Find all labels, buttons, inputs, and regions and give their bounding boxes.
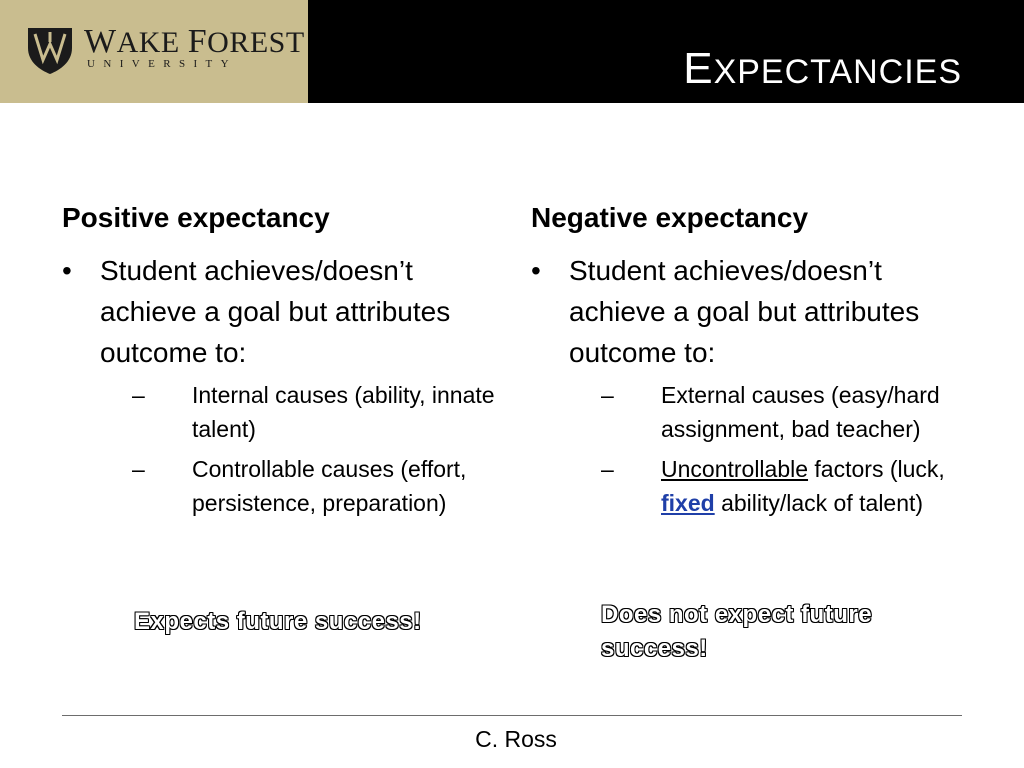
negative-bullet-text: Student achieves/doesn’t achieve a goal but attributes outcome to: [569,255,920,368]
list-item: – Controllable causes (effort, persistence, preparation) [62,452,502,520]
positive-callout: Expects future success! [134,608,422,635]
negative-heading: Negative expectancy [531,202,809,233]
dash-marker: – [601,382,614,408]
negative-sub-list [531,378,971,520]
dash-marker: – [132,456,145,482]
footer-divider [62,715,962,716]
list-item: – Internal causes (ability, innate talent) [62,378,502,446]
positive-bullet [62,250,502,373]
footer-author: C. Ross [475,726,557,752]
shield-icon [24,24,76,76]
positive-expectancy-column [62,200,502,526]
positive-sub-list [62,378,502,520]
negative-expectancy-column [531,200,971,526]
list-item: – External causes (easy/hard assignment, bad teacher) [531,378,971,446]
bullet-marker: • [531,255,541,286]
positive-bullet-text: Student achieves/doesn’t achieve a goal but attributes outcome to: [100,255,451,368]
title-banner [0,0,1024,103]
logo-wordmark: WAKE FOREST [84,23,305,60]
list-item: – Uncontrollable factors (luck, fixed ability/lack of talent) [531,452,971,520]
negative-callout: Does not expect future success! [601,601,873,662]
dash-marker: – [132,382,145,408]
underlined-word: Uncontrollable [661,456,809,482]
dash-marker: – [601,456,614,482]
bullet-marker: • [62,255,72,286]
positive-heading: Positive expectancy [62,202,330,233]
fixed-link[interactable]: fixed [661,490,715,516]
slide-title: EXPECTANCIES [683,44,962,93]
logo-university: UNIVERSITY [87,58,237,70]
negative-bullet [531,250,971,373]
university-logo [0,0,308,103]
